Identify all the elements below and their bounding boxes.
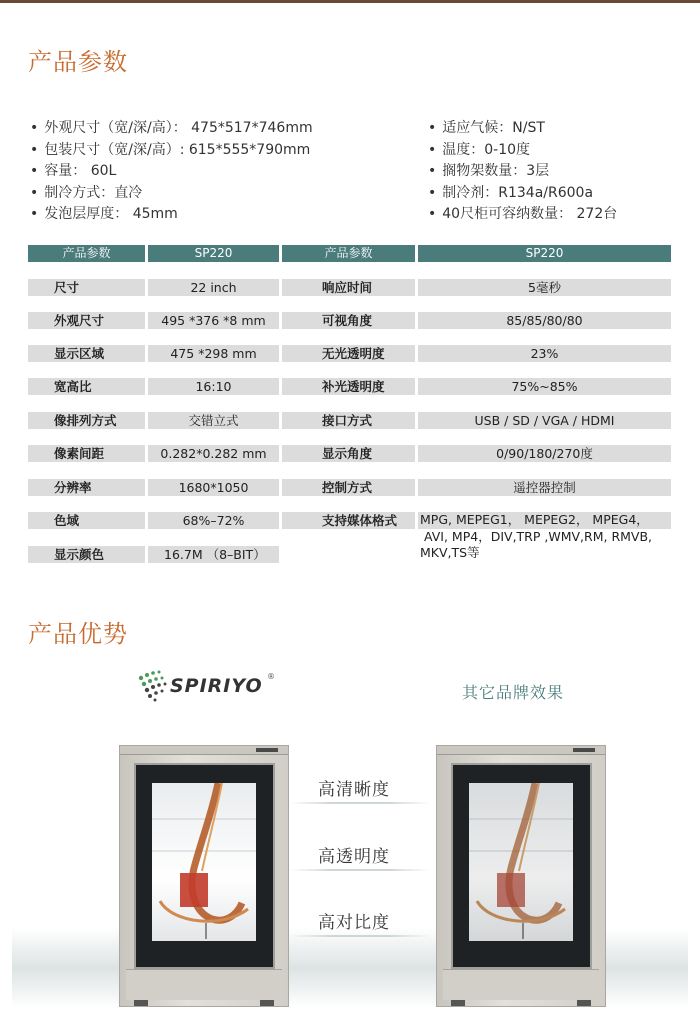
table-row-label: 色域 bbox=[28, 512, 145, 529]
spec-item: • 适应气候：N/ST bbox=[428, 120, 545, 136]
table-row-label: 宽高比 bbox=[28, 378, 145, 395]
fridge-image-other-brand bbox=[436, 745, 606, 1007]
other-brand-label: 其它品牌效果 bbox=[462, 683, 565, 702]
bullet-icon: • bbox=[428, 120, 437, 136]
feature-label: 高清晰度 bbox=[318, 780, 390, 800]
table-row-value: 16.7M （8–BIT） bbox=[148, 546, 279, 563]
spiriyo-logo-icon bbox=[135, 668, 171, 704]
section-title-params: 产品参数 bbox=[28, 48, 128, 76]
table-row-label: 控制方式 bbox=[282, 479, 415, 496]
spec-item: • 温度：0-10度 bbox=[428, 141, 531, 158]
specs-list-left bbox=[30, 118, 313, 226]
section-title-advantage: 产品优势 bbox=[28, 620, 128, 648]
table-row-label: 补光透明度 bbox=[282, 378, 415, 395]
table-row-label: 显示区域 bbox=[28, 345, 145, 362]
bullet-icon: • bbox=[30, 141, 39, 158]
table-row-value: 遥控器控制 bbox=[418, 479, 671, 496]
spec-item: • 包装尺寸（宽/深/高）: 615*555*790mm bbox=[30, 141, 311, 158]
bullet-icon: • bbox=[30, 184, 39, 201]
bullet-icon: • bbox=[428, 206, 437, 222]
specs-list-right bbox=[428, 118, 617, 226]
spec-item: • 发泡层厚度： 45mm bbox=[30, 206, 178, 222]
table-row-value: 0/90/180/270度 bbox=[418, 445, 671, 462]
table-header-param: 产品参数 bbox=[282, 245, 415, 262]
divider bbox=[290, 935, 430, 937]
table-row-label: 支持媒体格式 bbox=[282, 512, 415, 529]
divider bbox=[290, 869, 430, 871]
spec-item: • 制冷方式：直冷 bbox=[30, 184, 143, 201]
divider bbox=[290, 802, 430, 804]
table-header-model: SP220 bbox=[418, 245, 671, 262]
media-formats-value: MPG, MEPEG1， MEPEG2， MPEG4， AVI, MP4，DIV,TRP ,WMV,RM, RMVB, MKV,TS等 bbox=[420, 512, 653, 560]
table-row-label: 像素间距 bbox=[28, 445, 145, 462]
table-row-value: 22 inch bbox=[148, 279, 279, 296]
spec-item: • 40尺柜可容纳数量： 272台 bbox=[428, 206, 618, 222]
spec-item: • 搁物架数量：3层 bbox=[428, 163, 550, 179]
table-row-label: 外观尺寸 bbox=[28, 312, 145, 329]
bullet-icon: • bbox=[428, 141, 437, 158]
table-row-value: 0.282*0.282 mm bbox=[148, 445, 279, 462]
spec-item: • 外观尺寸（宽/深/高）： 475*517*746mm bbox=[30, 120, 313, 136]
registered-mark: ® bbox=[267, 672, 275, 681]
table-row-value: 495 *376 *8 mm bbox=[148, 312, 279, 329]
table-row-label: 接口方式 bbox=[282, 412, 415, 429]
table-row-label: 显示颜色 bbox=[28, 546, 145, 563]
table-header-param: 产品参数 bbox=[28, 245, 145, 262]
top-border bbox=[0, 0, 700, 3]
table-row-label: 分辨率 bbox=[28, 479, 145, 496]
table-row-value: 1680*1050 bbox=[148, 479, 279, 496]
fridge-image-spiriyo bbox=[119, 745, 289, 1007]
feature-label: 高对比度 bbox=[318, 913, 390, 933]
table-row-value: 5毫秒 bbox=[418, 279, 671, 296]
table-row-label: 尺寸 bbox=[28, 279, 145, 296]
table-row-value: 23% bbox=[418, 345, 671, 362]
spec-item: • 容量： 60L bbox=[30, 163, 117, 179]
spec-item: • 制冷剂：R134a/R600a bbox=[428, 184, 594, 201]
wine-pour-graphic bbox=[152, 783, 256, 941]
table-row-label: 无光透明度 bbox=[282, 345, 415, 362]
table-row-label: 响应时间 bbox=[282, 279, 415, 296]
table-row-value: 75%~85% bbox=[418, 378, 671, 395]
table-row-value: 交错立式 bbox=[148, 412, 279, 429]
table-row-label: 像排列方式 bbox=[28, 412, 145, 429]
table-row-value: USB / SD / VGA / HDMI bbox=[418, 412, 671, 429]
bullet-icon: • bbox=[30, 120, 39, 136]
table-row-label: 可视角度 bbox=[282, 312, 415, 329]
wine-pour-graphic bbox=[469, 783, 573, 941]
table-row-value: 68%–72% bbox=[148, 512, 279, 529]
table-header-model: SP220 bbox=[148, 245, 279, 262]
fridge-screen bbox=[152, 783, 256, 941]
bullet-icon: • bbox=[428, 163, 437, 179]
bullet-icon: • bbox=[30, 206, 39, 222]
table-row-value: 475 *298 mm bbox=[148, 345, 279, 362]
table-row-label: 显示角度 bbox=[282, 445, 415, 462]
table-row-value: 85/85/80/80 bbox=[418, 312, 671, 329]
table-row-value: 16:10 bbox=[148, 378, 279, 395]
fridge-screen bbox=[469, 783, 573, 941]
bullet-icon: • bbox=[428, 184, 437, 201]
brand-logo-text: SPIRIYO bbox=[170, 675, 263, 697]
feature-label: 高透明度 bbox=[318, 847, 390, 867]
bullet-icon: • bbox=[30, 163, 39, 179]
fridge-door bbox=[134, 763, 275, 969]
fridge-door bbox=[451, 763, 592, 969]
